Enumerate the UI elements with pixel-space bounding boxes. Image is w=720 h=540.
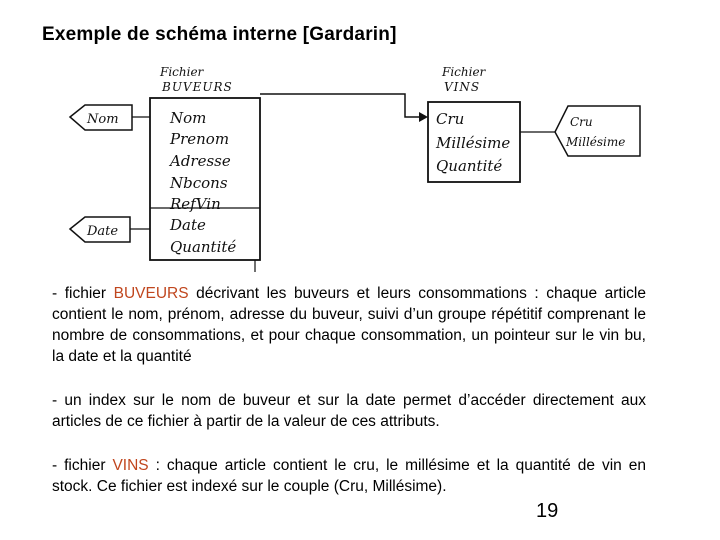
paragraph-buveurs-text: décrivant les buveurs et leurs consommations : chaque article contient le nom, prénom, adresse du buveur, suivi d’un groupe répétitif comprenant le nombre de consommations, et pour chaque consommation, un pointeur sur le vin bu, la date et la quantité — [52, 285, 646, 365]
page-number: 19 — [536, 500, 559, 522]
slide-title: Exemple de schéma interne [Gardarin] — [42, 24, 397, 45]
buveurs-field: Prenom — [170, 130, 230, 148]
paragraph-vins-text: : chaque article contient le cru, le millésime et la quantité de vin en stock. Ce fichier est indexé sur le couple (Cru, Millésime). — [52, 457, 646, 495]
refvin-pointer-line — [260, 94, 426, 117]
buveurs-header-line1: Fichier — [160, 65, 204, 79]
refvin-arrowhead — [419, 112, 428, 122]
internal-schema-diagram — [0, 60, 720, 275]
vins-fields — [435, 110, 510, 175]
vins-keyword: VINS — [112, 457, 149, 474]
index-nom — [70, 105, 150, 130]
refvin-pointer — [260, 94, 428, 122]
buveurs-field: Date — [170, 216, 206, 234]
index-date-label: Date — [87, 224, 119, 239]
index-cru-label-line1: Cru — [570, 115, 593, 129]
buveurs-field: Nbcons — [170, 174, 228, 192]
buveurs-field: Quantité — [170, 238, 237, 256]
vins-file — [428, 65, 520, 182]
buveurs-field: RefVin — [170, 195, 221, 213]
index-cru-label-line2: Millésime — [566, 135, 626, 149]
vins-field: Quantité — [436, 157, 503, 175]
buveurs-header-line2: BUVEURS — [162, 80, 233, 94]
paragraph-vins — [52, 455, 646, 497]
vins-header-line2: VINS — [444, 80, 481, 94]
buveurs-file — [150, 65, 260, 272]
paragraph-vins-prefix: - fichier — [52, 457, 113, 474]
buveurs-field: Nom — [170, 109, 207, 127]
index-cru-millesime — [520, 106, 640, 156]
vins-header-line1: Fichier — [442, 65, 486, 79]
paragraph-index: - un index sur le nom de buveur et sur la date permet d’accéder directement aux articles de ce fichier à partir de la valeur de ces attributs. — [52, 392, 646, 430]
paragraph-buveurs-prefix: - fichier — [52, 285, 114, 302]
paragraph-buveurs — [52, 283, 646, 367]
vins-field: Cru — [436, 110, 465, 128]
buveurs-fields — [168, 109, 236, 256]
buveurs-keyword: BUVEURS — [113, 285, 189, 302]
index-nom-label: Nom — [87, 112, 119, 127]
buveurs-field: Adresse — [170, 152, 231, 170]
index-date — [70, 217, 150, 242]
vins-field: Millésime — [436, 134, 511, 152]
